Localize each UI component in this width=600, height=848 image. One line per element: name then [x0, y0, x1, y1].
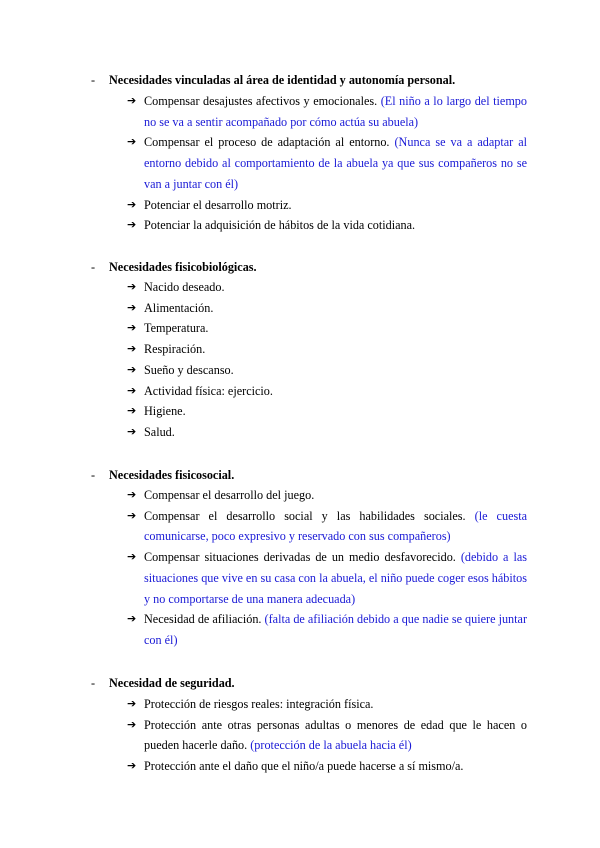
item-text: Alimentación. — [144, 300, 214, 315]
item-text: Necesidad de afiliación. — [144, 612, 262, 627]
item-list — [127, 485, 527, 651]
item-text: Compensar el desarrollo del juego. — [144, 488, 315, 502]
arrow-icon: ➔ — [127, 488, 137, 501]
list-item — [127, 215, 527, 236]
list-item — [127, 401, 527, 422]
item-note: (le cuesta comunicarse, poco expresivo y reservado con sus compañeros) — [144, 508, 528, 544]
section-title: Necesidades fisicobiológicas. — [109, 260, 257, 274]
list-item — [127, 485, 527, 506]
item-text: Salud. — [144, 424, 175, 439]
section-title: Necesidades fisicosocial. — [109, 468, 235, 482]
arrow-icon: ➔ — [127, 342, 137, 356]
list-item — [127, 195, 527, 216]
arrow-icon: ➔ — [127, 717, 137, 731]
arrow-icon: ➔ — [127, 759, 137, 773]
item-text: Compensar situaciones derivadas de un medio desfavorecido. — [144, 550, 456, 565]
item-text: Compensar el proceso de adaptación al entorno. — [144, 135, 390, 150]
item-note: (debido a las situaciones que vive en su casa con la abuela, el niño puede coger esos hábitos y no comportarse de una manera adecuada) — [144, 550, 527, 606]
item-note: (falta de afiliación debido a que nadie se quiere juntar con él) — [144, 612, 527, 647]
item-text: Potenciar el desarrollo motriz. — [144, 197, 292, 212]
list-item — [127, 298, 527, 319]
item-text: Temperatura. — [144, 321, 209, 336]
arrow-icon: ➔ — [127, 508, 137, 522]
arrow-icon: ➔ — [127, 135, 137, 149]
dash-bullet: - — [91, 73, 96, 87]
item-list — [127, 277, 527, 443]
arrow-icon: ➔ — [127, 697, 137, 710]
section-title: Necesidades vinculadas al área de identidad y autonomía personal. — [109, 73, 456, 87]
item-text: Respiración. — [144, 342, 206, 357]
item-text: Compensar desajustes afectivos y emocionales. — [144, 94, 378, 108]
item-list — [127, 694, 527, 777]
list-item — [127, 715, 527, 756]
list-item — [127, 277, 527, 298]
list-item — [127, 381, 527, 402]
list-item — [127, 318, 527, 339]
item-list — [127, 91, 527, 236]
arrow-icon: ➔ — [127, 550, 137, 564]
arrow-icon: ➔ — [127, 424, 137, 438]
item-text: Protección ante el daño que el niño/a puede hacerse a sí mismo/a. — [144, 759, 464, 774]
arrow-icon: ➔ — [127, 197, 137, 211]
arrow-icon: ➔ — [127, 94, 137, 107]
item-note: (protección de la abuela hacia él) — [250, 738, 412, 753]
arrow-icon: ➔ — [127, 404, 137, 418]
list-item — [127, 422, 527, 443]
list-item — [127, 506, 527, 547]
list-item — [127, 609, 527, 650]
list-item — [127, 132, 527, 194]
item-note: (El niño a lo largo del tiempo no se va a sentir acompañado por cómo actúa su abuela) — [144, 94, 527, 129]
item-text: Potenciar la adquisición de hábitos de la vida cotidiana. — [144, 218, 416, 233]
arrow-icon: ➔ — [127, 383, 137, 397]
arrow-icon: ➔ — [127, 218, 137, 232]
item-text: Protección de riesgos reales: integración física. — [144, 697, 374, 711]
item-text: Protección ante otras personas adultas o menores de edad que le hacen o pueden hacerle daño. — [144, 717, 527, 753]
arrow-icon: ➔ — [127, 362, 137, 376]
item-text: Higiene. — [144, 404, 186, 419]
section-title: Necesidad de seguridad. — [109, 676, 235, 690]
list-item — [127, 694, 527, 715]
list-item — [127, 91, 527, 132]
item-note: (Nunca se va a adaptar al entorno debido al comportamiento de la abuela ya que sus compañeros no se van a juntar con él) — [144, 135, 527, 191]
list-item — [127, 756, 527, 777]
arrow-icon: ➔ — [127, 612, 137, 626]
list-item — [127, 339, 527, 360]
dash-bullet: - — [91, 676, 96, 690]
item-text: Nacido deseado. — [144, 280, 225, 294]
dash-bullet: - — [91, 468, 96, 482]
arrow-icon: ➔ — [127, 280, 137, 293]
item-text: Sueño y descanso. — [144, 362, 234, 377]
arrow-icon: ➔ — [127, 300, 137, 314]
arrow-icon: ➔ — [127, 321, 137, 335]
list-item — [127, 547, 527, 609]
item-text: Actividad física: ejercicio. — [144, 383, 273, 398]
dash-bullet: - — [91, 260, 96, 274]
item-text: Compensar el desarrollo social y las habilidades sociales. — [144, 508, 466, 523]
list-item — [127, 360, 527, 381]
